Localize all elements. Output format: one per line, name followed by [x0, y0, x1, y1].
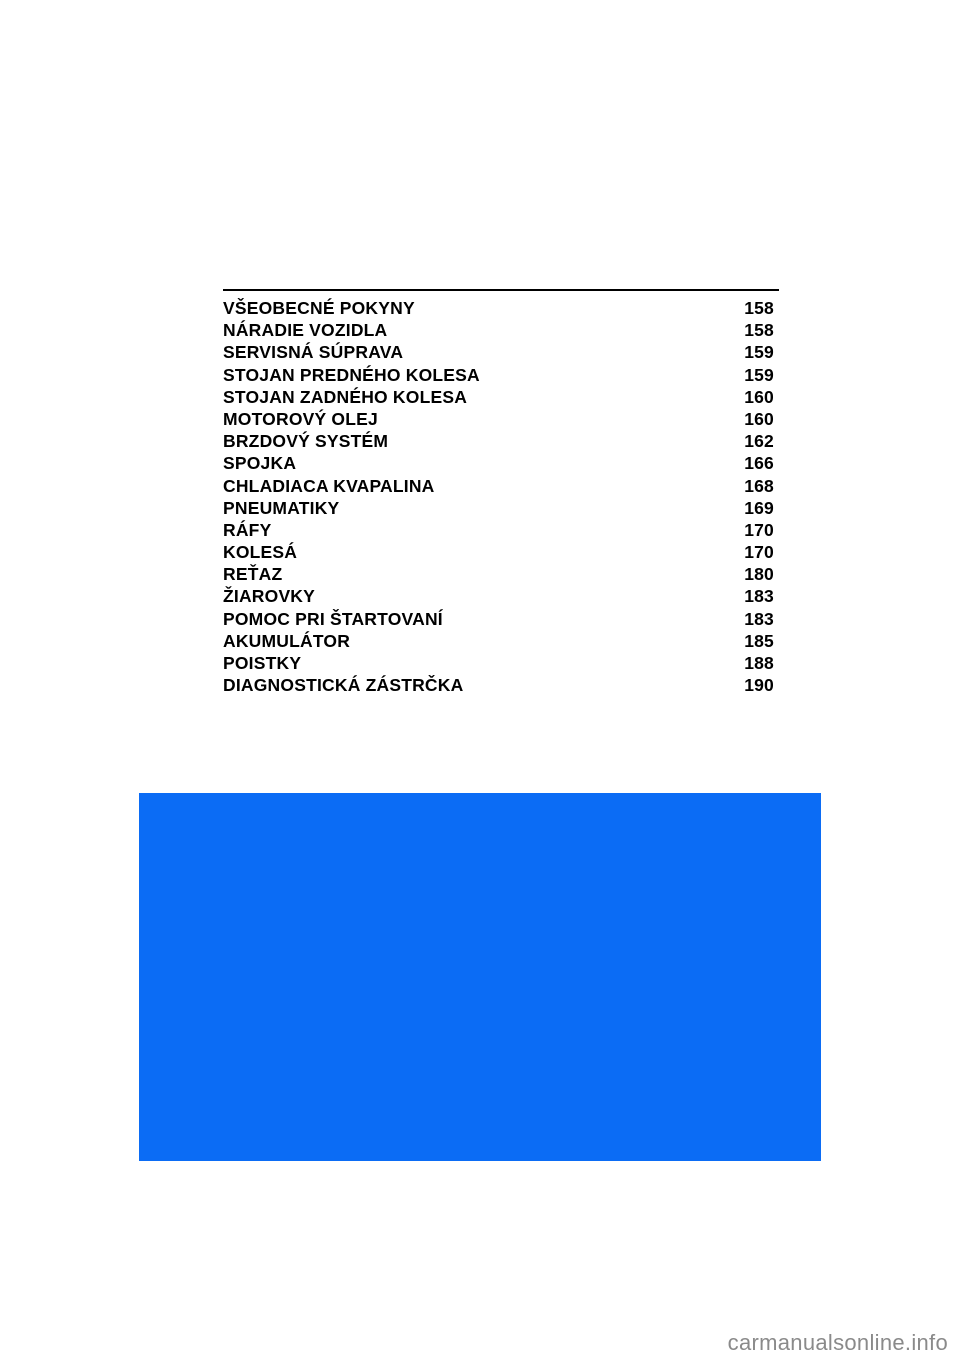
toc-entry[interactable]: [223, 364, 779, 386]
toc-entry-page-number: 185: [744, 630, 774, 651]
toc-entry-page-number: 159: [744, 364, 774, 385]
toc-entry[interactable]: [223, 585, 779, 607]
table-of-contents: [223, 289, 779, 696]
toc-entry-page-number: 158: [744, 320, 774, 341]
toc-entry-title: POMOC PRI ŠTARTOVANÍ: [223, 608, 443, 629]
toc-entry-page-number: 183: [744, 586, 774, 607]
toc-entry-title: NÁRADIE VOZIDLA: [223, 320, 388, 341]
toc-entry[interactable]: [223, 563, 779, 585]
toc-entry-title: STOJAN ZADNÉHO KOLESA: [223, 386, 468, 407]
toc-entry-page-number: 160: [744, 408, 774, 429]
toc-entry[interactable]: [223, 630, 779, 652]
toc-entry-page-number: 168: [744, 475, 774, 496]
toc-entry[interactable]: [223, 674, 779, 696]
toc-entry-page-number: 162: [744, 431, 774, 452]
blue-chapter-panel: [139, 793, 821, 1161]
toc-entry-title: STOJAN PREDNÉHO KOLESA: [223, 364, 480, 385]
toc-entry-page-number: 183: [744, 608, 774, 629]
toc-entry[interactable]: [223, 430, 779, 452]
toc-entry[interactable]: [223, 408, 779, 430]
toc-entry-page-number: 170: [744, 542, 774, 563]
toc-entry-title: BRZDOVÝ SYSTÉM: [223, 431, 389, 452]
toc-entry-page-number: 190: [744, 675, 774, 696]
toc-entry-title: CHLADIACA KVAPALINA: [223, 475, 435, 496]
toc-entry-page-number: 159: [744, 342, 774, 363]
toc-entry-page-number: 169: [744, 497, 774, 518]
toc-entry[interactable]: [223, 452, 779, 474]
toc-entry-title: AKUMULÁTOR: [223, 630, 351, 651]
toc-entry-page-number: 158: [744, 298, 774, 318]
toc-entry[interactable]: [223, 341, 779, 363]
toc-entry-page-number: 166: [744, 453, 774, 474]
toc-entry-title: VŠEOBECNÉ POKYNY: [223, 298, 415, 318]
toc-entry[interactable]: [223, 297, 779, 319]
toc-entry[interactable]: [223, 319, 779, 341]
toc-entry-title: RÁFY: [223, 519, 272, 540]
toc-entry[interactable]: [223, 608, 779, 630]
toc-entry-title: ŽIAROVKY: [223, 586, 316, 607]
toc-entry-title: REŤAZ: [223, 564, 283, 585]
toc-entry-title: MOTOROVÝ OLEJ: [223, 408, 378, 429]
toc-entry[interactable]: [223, 519, 779, 541]
toc-entry-page-number: 180: [744, 564, 774, 585]
toc-entry-title: SPOJKA: [223, 453, 297, 474]
toc-entry-title: POISTKY: [223, 653, 302, 673]
toc-entry[interactable]: [223, 652, 779, 674]
watermark-text: carmanualsonline.info: [727, 1330, 948, 1355]
toc-entry-page-number: 160: [744, 386, 774, 407]
toc-entry[interactable]: [223, 497, 779, 519]
toc-entry-title: DIAGNOSTICKÁ ZÁSTRČKA: [223, 675, 464, 696]
toc-entry-title: KOLESÁ: [223, 542, 298, 563]
toc-entry[interactable]: [223, 541, 779, 563]
toc-entry[interactable]: [223, 386, 779, 408]
toc-entry-title: PNEUMATIKY: [223, 497, 340, 518]
toc-entry-page-number: 188: [744, 653, 774, 673]
toc-entry-page-number: 170: [744, 519, 774, 540]
toc-entry[interactable]: [223, 475, 779, 497]
toc-entry-title: SERVISNÁ SÚPRAVA: [223, 342, 404, 363]
